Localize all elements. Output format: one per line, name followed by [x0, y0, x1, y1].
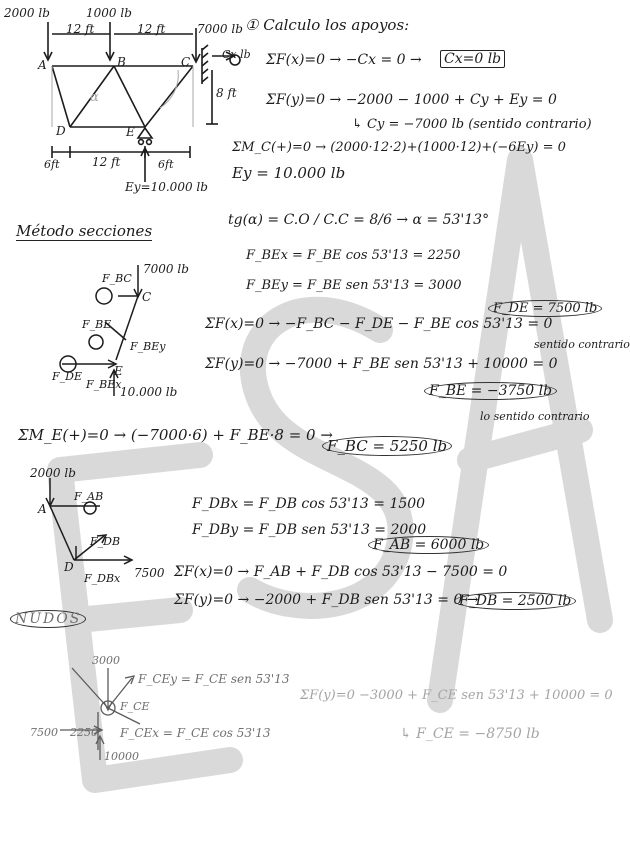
dim-right-label: 6ft: [158, 158, 174, 171]
section1-fbe: F_BE: [82, 318, 112, 331]
section1-fbc-result: F_BC = 5250 lb: [322, 436, 452, 456]
fbey-eq: F_BEy = F_BE sen 53'13 = 3000: [246, 278, 462, 293]
supports-cy-result: ↳ Cy = −7000 lb (sentido contrario): [352, 117, 592, 132]
supports-eq-fy: ΣF(y)=0 → −2000 − 1000 + Cy + Ey = 0: [266, 92, 557, 108]
nodes-7500: 7500: [30, 726, 58, 739]
sections-heading: Método secciones: [16, 222, 153, 240]
node-c: C: [181, 55, 191, 69]
section1-fbc: F_BC: [102, 272, 132, 285]
node-b: B: [117, 55, 126, 69]
ey-label: Ey=10.000 lb: [125, 180, 208, 194]
section1-fbe-result: F_BE = −3750 lb: [424, 382, 557, 400]
section1-node-c: C: [142, 290, 152, 304]
supports-cx-result: Cx=0 lb: [440, 50, 505, 68]
cx-label: Cx lb: [222, 48, 251, 61]
fbex-eq: F_BEx = F_BE cos 53'13 = 2250: [246, 248, 461, 263]
section1-fde: F_DE: [52, 370, 82, 383]
section2-node-a: A: [38, 502, 47, 516]
node-e: E: [126, 125, 135, 139]
section2-fdb-result: F_DB = 2500 lb: [454, 592, 576, 610]
section2-fab-result: F_AB = 6000 lb: [368, 536, 489, 554]
section2-node-d: D: [64, 560, 74, 574]
angle-alpha: α: [90, 90, 99, 105]
section2-eq-fy: ΣF(y)=0 → −2000 + F_DB sen 53'13 = 0 →: [174, 592, 479, 608]
nodes-3000: 3000: [92, 654, 120, 667]
nodes-heading: NUDOS: [10, 610, 86, 628]
section1-eq-fx: ΣF(x)=0 → −F_BC − F_DE − F_BE cos 53'13 = 0: [205, 316, 553, 332]
section1-fde-note: sentido contrario: [534, 338, 630, 351]
section1-ey: 10.000 lb: [120, 385, 178, 399]
dim-ab-label: 12 ft: [66, 22, 95, 36]
node-a: A: [38, 58, 47, 72]
section2-fdbx: F_DBx: [84, 572, 121, 585]
section2-fdby-eq: F_DBy = F_DB sen 53'13 = 2000: [192, 522, 427, 538]
load-a-label: 2000 lb: [4, 6, 50, 20]
nodes-fce-result: ↳ F_CE = −8750 lb: [400, 726, 540, 742]
dim-height-label: 8 ft: [216, 86, 237, 100]
dim-left-label: 6ft: [44, 158, 60, 171]
section2-load: 2000 lb: [30, 466, 76, 480]
section1-eq-fy: ΣF(y)=0 → −7000 + F_BE sen 53'13 + 10000 = 0: [205, 356, 558, 372]
section1-fbe-note: lo sentido contrario: [480, 410, 590, 423]
section1-node-e: E: [114, 364, 123, 378]
load-b-label: 1000 lb: [86, 6, 132, 20]
nodes-fcex: F_CEx = F_CE cos 53'13: [120, 726, 271, 740]
section1-moment: ΣM_E(+)=0 → (−7000·6) + F_BE·8 = 0 →: [18, 426, 333, 444]
tg-alpha-eq: tg(α) = C.O / C.C = 8/6 → α = 53'13°: [228, 212, 490, 228]
dim-de-label: 12 ft: [92, 155, 121, 169]
section2-fdb: F_DB: [90, 535, 121, 548]
nodes-10000: 10000: [104, 750, 139, 763]
dim-bc-label: 12 ft: [137, 22, 166, 36]
section2-eq-fx: ΣF(x)=0 → F_AB + F_DB cos 53'13 − 7500 = 0: [174, 564, 508, 580]
load-c-label: 7000 lb: [197, 22, 243, 36]
section1-load: 7000 lb: [143, 262, 189, 276]
nodes-fce: F_CE: [120, 700, 150, 713]
section2-fdbx-eq: F_DBx = F_DB cos 53'13 = 1500: [192, 496, 426, 512]
section2-7500: 7500: [134, 566, 165, 580]
supports-moment-eq: ΣM_C(+)=0 → (2000·12·2)+(1000·12)+(−6Ey) = 0: [232, 140, 566, 155]
supports-eq-fx: ΣF(x)=0 → −Cx = 0 →: [266, 52, 422, 68]
section1-fbex: F_BEx: [86, 378, 122, 391]
nodes-eq: ΣF(y)=0 −3000 + F_CE sen 53'13 + 10000 = 0: [300, 688, 613, 703]
section1-fbey: F_BEy: [130, 340, 166, 353]
nodes-2250: 2250: [70, 726, 98, 739]
nodes-fcey: F_CEy = F_CE sen 53'13: [138, 672, 290, 686]
section2-fab: F_AB: [74, 490, 104, 503]
section1-fde-result: F_DE = 7500 lb: [488, 300, 602, 317]
supports-heading: ① Calculo los apoyos:: [245, 16, 410, 34]
node-d: D: [56, 124, 66, 138]
supports-ey-result: Ey = 10.000 lb: [232, 164, 346, 182]
